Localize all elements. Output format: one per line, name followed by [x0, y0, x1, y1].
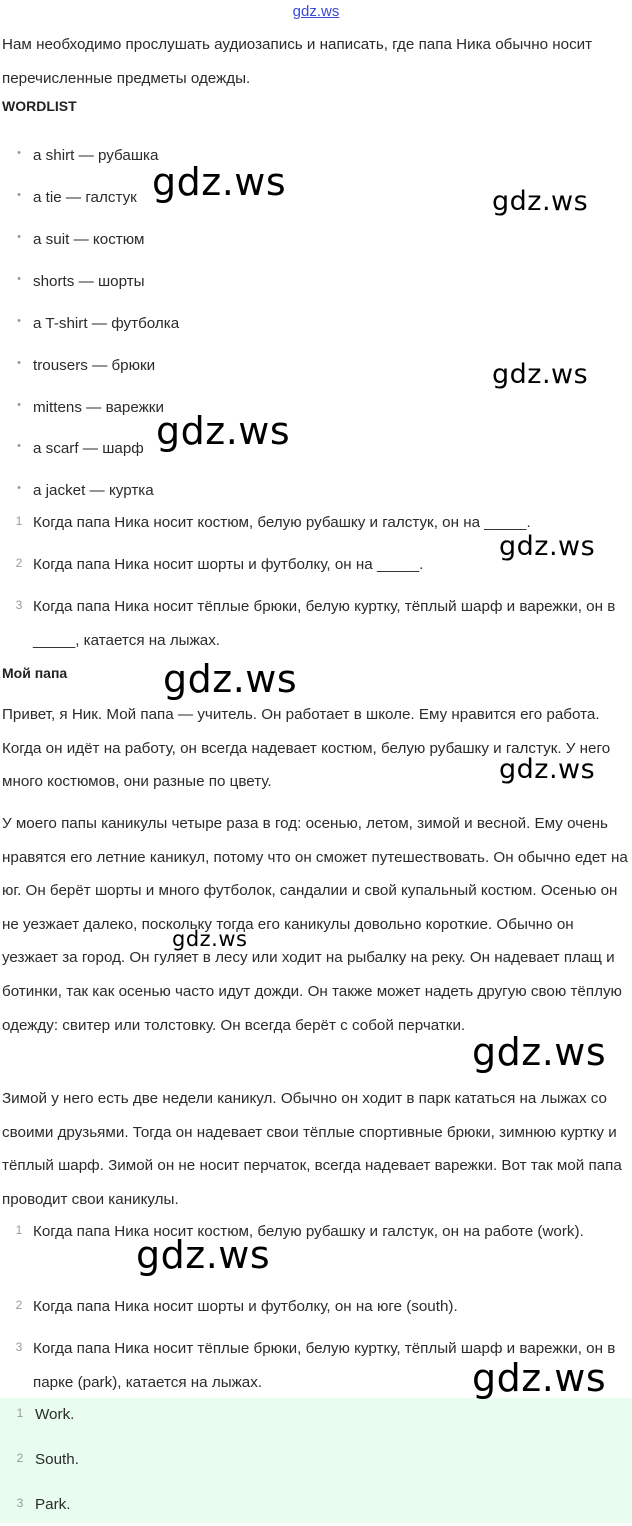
bullet-icon: •: [17, 147, 21, 159]
list-item: • a shirt — рубашка: [0, 147, 632, 177]
site-link[interactable]: gdz.ws: [292, 3, 340, 20]
story-heading: Мой папа: [2, 665, 68, 681]
watermark: gdz.ws: [136, 1233, 271, 1277]
watermark: gdz.ws: [472, 1356, 607, 1400]
story-paragraph: У моего папы каникулы четыре раза в год: осенью, летом, зимой и весной. Ему очень нравятся его летние каникул, потому что он сможет путешествовать. Он обычно едет на юг. Он берёт шорты и много футболок, сандалии и свой купальный костюм. Осенью он не уезжает далеко, поскольку тогда его каникулы довольно короткие. Обычно он уезжает за город. Он гуляет в лесу или ходит на рыбалку на реку. Он надевает плащ и ботинки, так как осенью часто идут дожди. Он также может надеть другую свою тёплую одежду: свитер или толстовку. Он всегда берёт с собой перчатки.: [2, 815, 628, 1034]
watermark: gdz.ws: [156, 409, 291, 453]
watermark: gdz.ws: [163, 657, 298, 701]
bullet-icon: •: [17, 315, 21, 327]
list-item: • mittens — варежки: [0, 399, 632, 429]
bullet-icon: •: [17, 189, 21, 201]
answers-box: [0, 1398, 632, 1523]
completed-item: 2 Когда папа Ника носит шорты и футболку, он на юге (south).: [15, 1298, 458, 1315]
question-item: 3 Когда папа Ника носит тёплые брюки, белую куртку, тёплый шарф и варежки, он в _____, катается на лыжах.: [15, 598, 616, 649]
answer-item: 1 Work.: [16, 1406, 75, 1423]
answer-item: 3 Park.: [16, 1496, 71, 1513]
bullet-icon: •: [17, 273, 21, 285]
wordlist-heading: WORDLIST: [2, 98, 77, 114]
completed-item: 3 Когда папа Ника носит тёплые брюки, белую куртку, тёплый шарф и варежки, он в парке (park), катается на лыжах.: [15, 1340, 616, 1391]
story-paragraph: Привет, я Ник. Мой папа — учитель. Он работает в школе. Ему нравится его работа. Когда он идёт на работу, он всегда надевает костюм, белую рубашку и галстук. У него много костюмов, они разные по цвету.: [2, 706, 611, 791]
story-paragraph: Зимой у него есть две недели каникул. Обычно он ходит в парк кататься на лыжах со своими друзьями. Тогда он надевает свои тёплые спортивные брюки, зимнюю куртку и тёплый шарф. Зимой он не носит перчаток, всегда надевает варежки. Вот так мой папа проводит свои каникулы.: [2, 1090, 622, 1208]
list-item: • a scarf — шарф: [0, 440, 632, 470]
watermark: gdz.ws: [499, 754, 596, 785]
watermark: gdz.ws: [152, 160, 287, 204]
list-item: • shorts — шорты: [0, 273, 632, 303]
watermark: gdz.ws: [472, 1030, 607, 1074]
watermark: gdz.ws: [499, 531, 596, 562]
watermark: gdz.ws: [172, 927, 248, 951]
list-item: • a jacket — куртка: [0, 482, 632, 512]
list-item: • a suit — костюм: [0, 231, 632, 261]
watermark: gdz.ws: [492, 186, 589, 217]
watermark: gdz.ws: [492, 359, 589, 390]
list-item: • a tie — галстук: [0, 189, 632, 219]
bullet-icon: •: [17, 482, 21, 494]
answer-item: 2 South.: [16, 1451, 79, 1468]
list-item: • trousers — брюки: [0, 357, 632, 387]
completed-item: 1 Когда папа Ника носит костюм, белую рубашку и галстук, он на работе (work).: [15, 1223, 584, 1240]
bullet-icon: •: [17, 440, 21, 452]
intro-paragraph: Нам необходимо прослушать аудиозапись и написать, где папа Ника обычно носит перечисленные предметы одежды.: [2, 36, 593, 87]
question-item: 1 Когда папа Ника носит костюм, белую рубашку и галстук, он на _____.: [15, 514, 531, 531]
bullet-icon: •: [17, 231, 21, 243]
list-item: • a T-shirt — футболка: [0, 315, 632, 345]
question-item: 2 Когда папа Ника носит шорты и футболку, он на _____.: [15, 556, 424, 573]
bullet-icon: •: [17, 357, 21, 369]
bullet-icon: •: [17, 399, 21, 411]
